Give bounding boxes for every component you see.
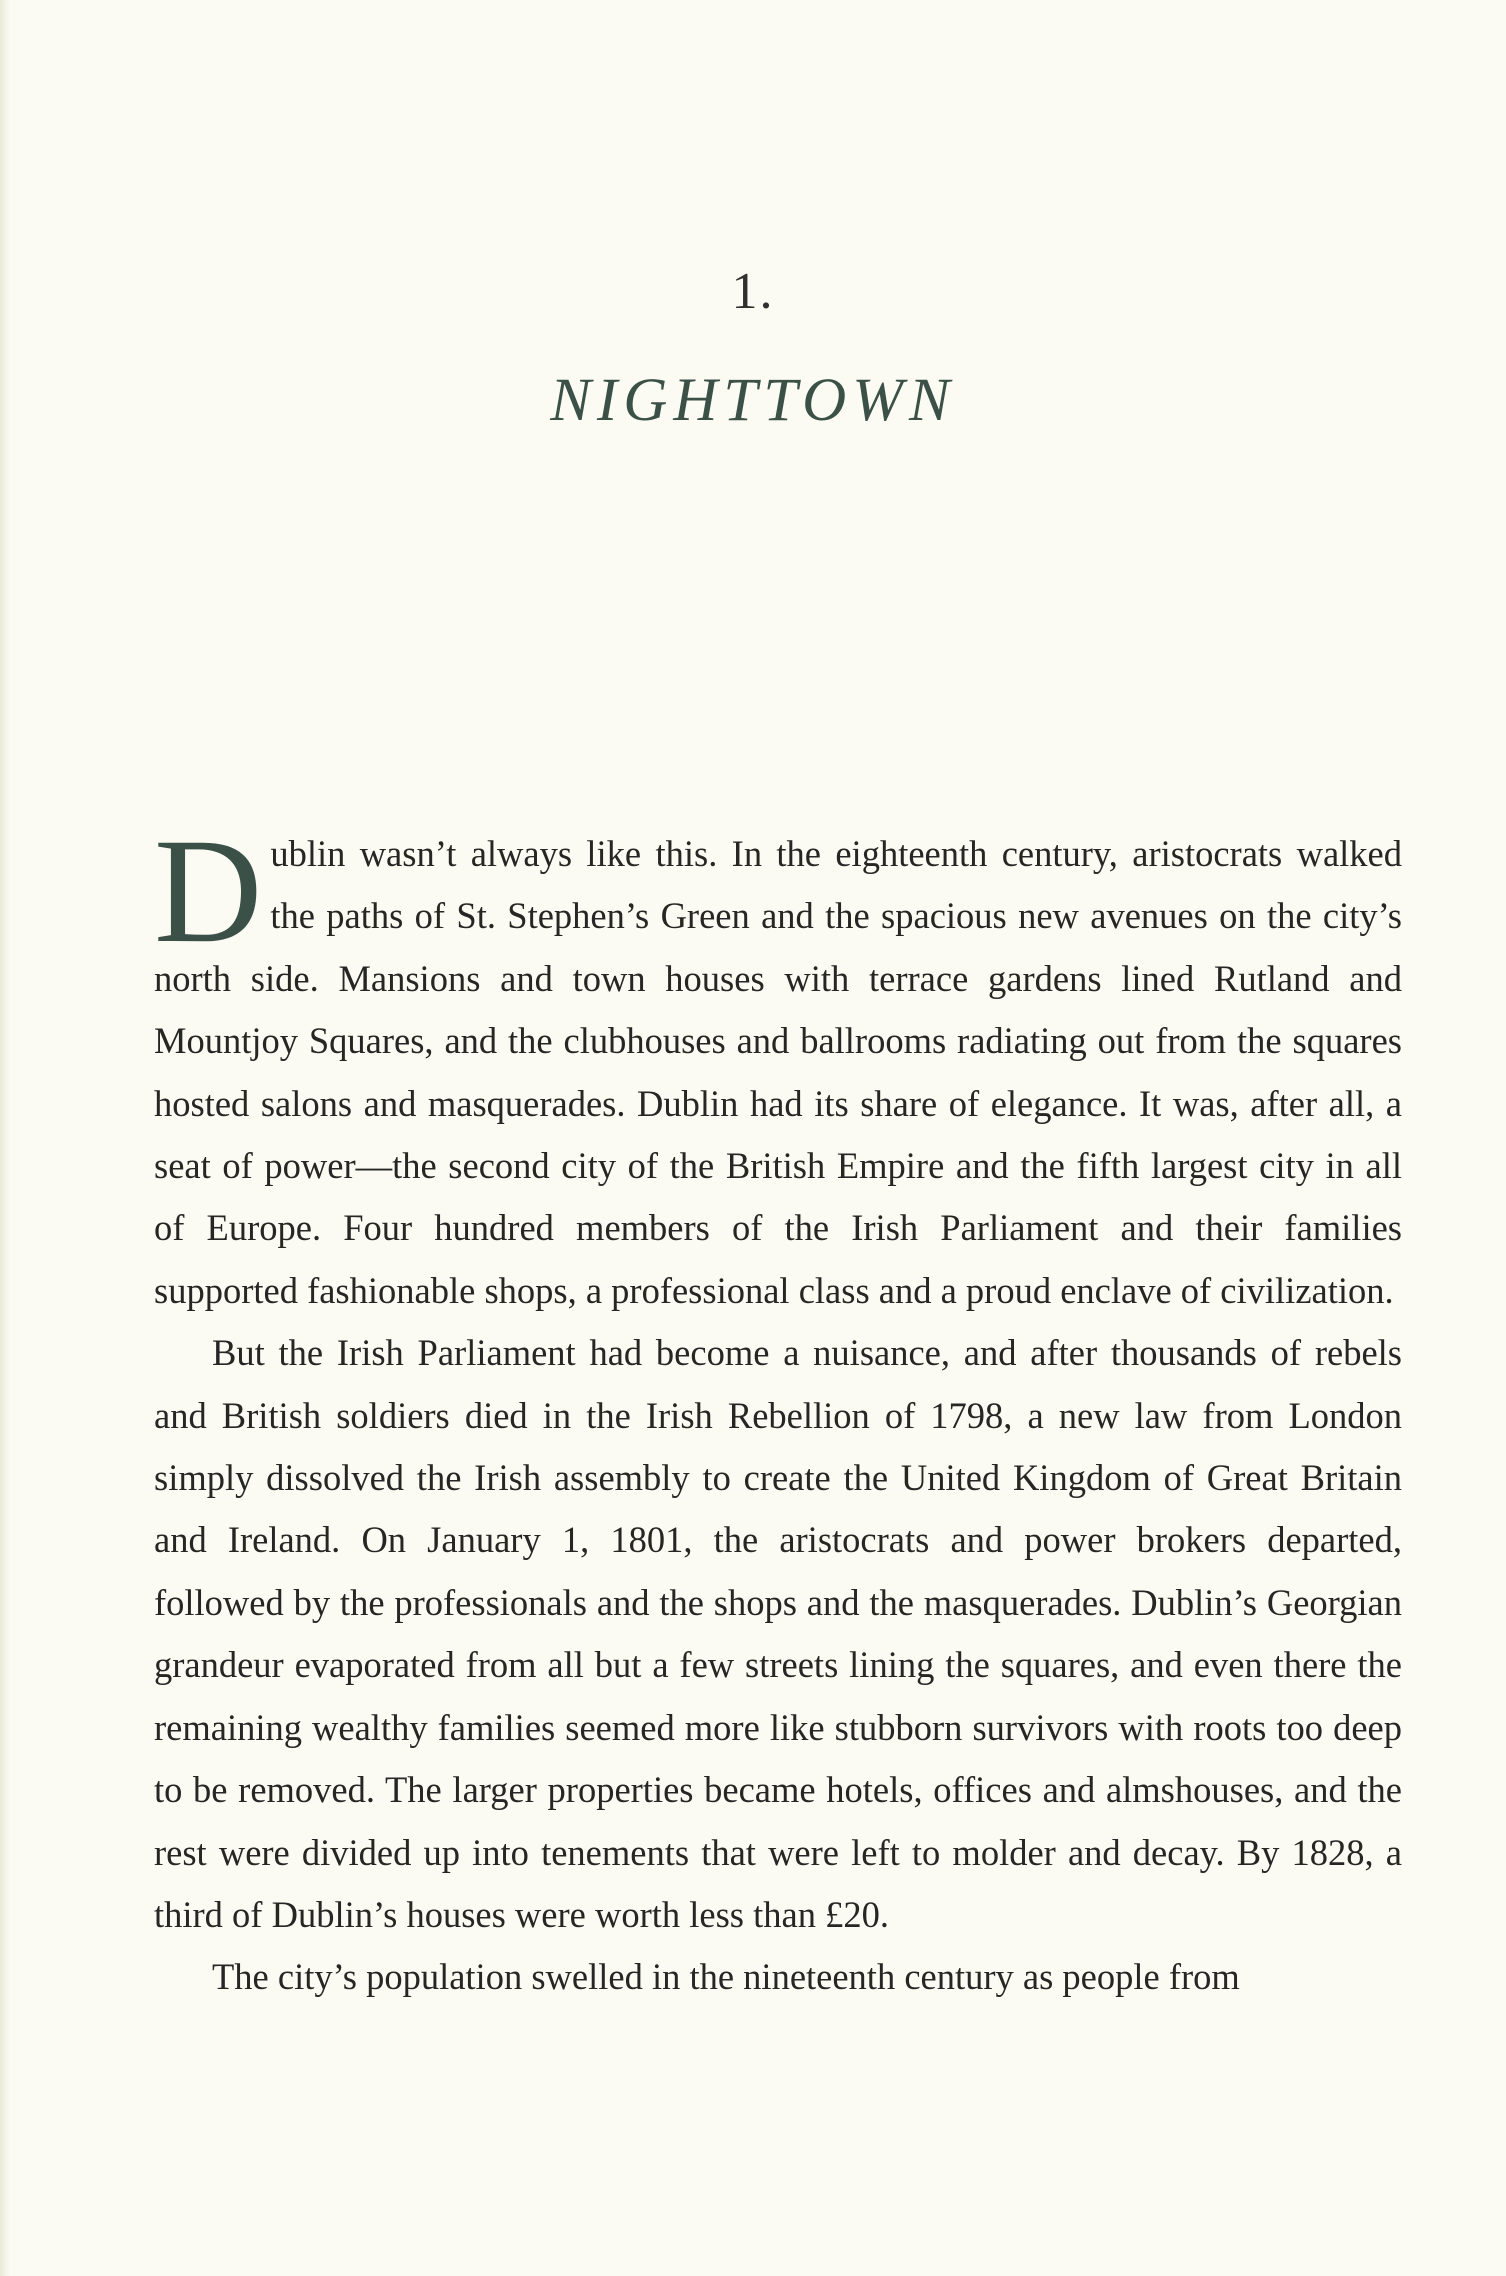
drop-cap: D bbox=[154, 808, 263, 974]
paragraph-2: But the Irish Parliament had become a nuisance, and after thousands of rebels and British soldiers died in the Irish Rebellion of 1798, a new law from London simply dissolved the Irish assembly to create the United Kingdom of Great Britain and Ireland. On January 1, 1801, the aristocrats and power brokers departed, followed by the professionals and the shops and the masquerades. Dublin’s Georgian grandeur evaporated from all but a few streets lining the squares, and even there the remaining wealthy families seemed more like stubborn survivors with roots too deep to be removed. The larger properties became hotels, offices and almshouses, and the rest were divided up into tenements that were left to molder and decay. By 1828, a third of Dublin’s houses were worth less than £20. bbox=[154, 1332, 1402, 1935]
paragraph-3: The city’s population swelled in the nineteenth century as people from bbox=[212, 1956, 1240, 1998]
chapter-title: NIGHTTOWN bbox=[550, 367, 956, 434]
paragraph-1 bbox=[154, 808, 1402, 1322]
chapter-number: 1. bbox=[731, 263, 775, 320]
paragraph-1-text: ublin wasn’t always like this. In the eighteenth century, aristocrats walked the paths of St. Stephen’s Green and the spacious new avenues on the city’s north side. Mansions and town houses with terrace gardens lined Rutland and Mountjoy Squares, and the clubhouses and ballrooms radiating out from the squares hosted salons and masquerades. Dublin had its share of elegance. It was, after all, a seat of power—the second city of the British Empire and the fifth largest city in all of Europe. Four hundred members of the Irish Parliament and their families supported fashionable shops, a professional class and a proud enclave of civilization. bbox=[154, 833, 1402, 1311]
body-text bbox=[154, 808, 1402, 2009]
page-edge bbox=[0, 0, 10, 2276]
